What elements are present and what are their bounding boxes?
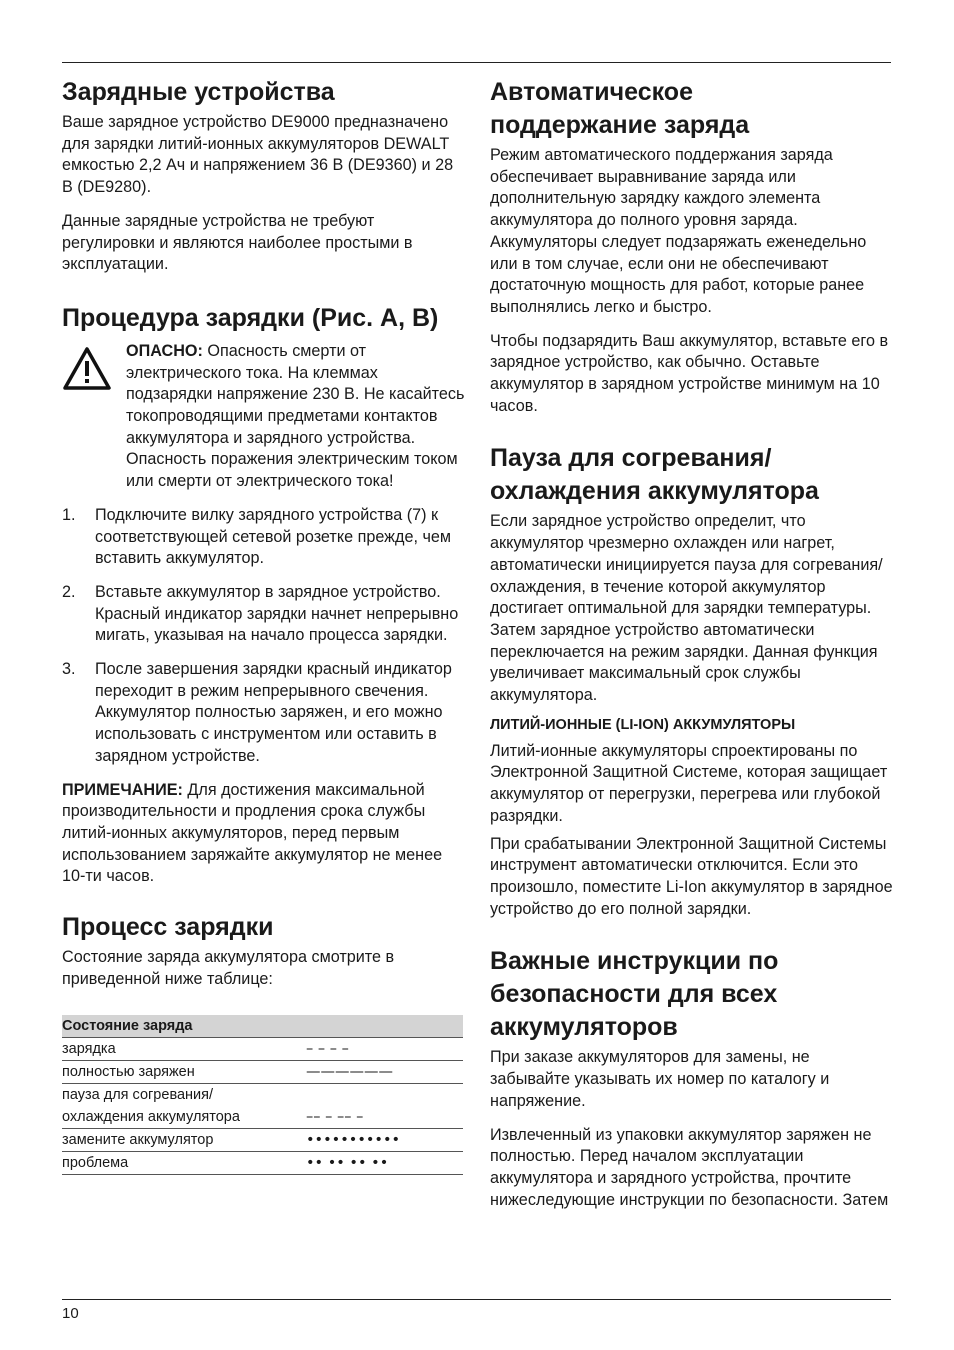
danger-description: Опасность смерти от электрического тока. На клеммах подзарядки напряжение 230 В. Не касайтесь токопроводящими предметами контактов аккумулятора и зарядного устройства. Опасность поражения электрическим током или смерти от электрического тока! (126, 341, 465, 491)
page-number: 10 (62, 1305, 79, 1322)
para-liion-2: При срабатывании Электронной Защитной Системы инструмент автоматически отключится. Если это произошло, поместите Li-Ion аккумулятор в зарядное устройство до его полной зарядки. (490, 834, 893, 918)
status-label: замените аккумулятор (62, 1128, 306, 1151)
para-maintenance-1: Режим автоматического поддержания заряда обеспечивает выравнивание заряда или дополнительную зарядку каждого элемента аккумулятора до полного уровня заряда. Аккумуляторы следует подзаряжать еженедельно или в том случае, если они не обеспечивают достаточную мощность для работ, которые ранее выполнялись легко и быстро. (490, 146, 867, 316)
table-header-row (62, 1015, 463, 1038)
para-liion-1: Литий-ионные аккумуляторы спроектированы по Электронной Защитной Системе, которая защищает аккумулятор от перегрузки, перегрева или глубокой разрядки. (490, 741, 888, 825)
heading-line: безопасности для всех (490, 980, 778, 1009)
left-column (62, 68, 467, 1175)
table-row (62, 1083, 463, 1106)
step-text: После завершения зарядки красный индикатор переходит в режим непрерывного свечения. Аккумулятор полностью заряжен, и его можно использовать с инструментом или оставить в зарядном устройстве. (95, 660, 452, 765)
status-pattern (306, 1083, 463, 1106)
step-number: 1. (62, 505, 76, 524)
note-paragraph (62, 780, 467, 889)
status-label: охлаждения аккумулятора (62, 1106, 306, 1129)
list-item (62, 582, 467, 647)
para-chargers-2: Данные зарядные устройства не требуют регулировки и являются наиболее простыми в эксплуатации. (62, 211, 413, 274)
para-process: Состояние заряда аккумулятора смотрите в приведенной ниже таблице: (62, 948, 395, 988)
heading-maintenance (490, 76, 894, 142)
step-number: 3. (62, 660, 76, 679)
para-maintenance-2: Чтобы подзарядить Ваш аккумулятор, вставьте его в зарядное устройство, как обычно. Оставьте аккумулятор в зарядном устройстве минимум на 10 часов. (490, 331, 889, 415)
list-item (62, 659, 467, 768)
heading-procedure: Процедура зарядки (Рис. A, B) (62, 303, 439, 332)
status-pattern: –– – –– – (306, 1106, 463, 1129)
heading-line: Важные инструкции по (490, 947, 779, 976)
list-item (62, 505, 467, 570)
right-column (490, 68, 894, 1211)
heading-line: аккумуляторов (490, 1013, 678, 1042)
table-header: Состояние заряда (62, 1015, 463, 1038)
heading-pause (490, 442, 894, 508)
step-text: Вставьте аккумулятор в зарядное устройство. Красный индикатор зарядки начнет непрерывно мигать, указывая на начало процесса зарядки. (95, 582, 459, 645)
status-label: проблема (62, 1151, 306, 1174)
status-pattern: —————— (306, 1060, 463, 1083)
note-text: Для достижения максимальной производительности и продления срока службы литий-ионных аккумуляторов, перед первым использованием заряжайте аккумулятор не менее 10-ти часов. (62, 780, 443, 886)
heading-chargers: Зарядные устройства (62, 78, 335, 106)
step-text: Подключите вилку зарядного устройства (7) к соответствующей сетевой розетке прежде, чем вставить аккумулятор. (95, 505, 452, 568)
step-number: 2. (62, 582, 76, 601)
note-label: ПРИМЕЧАНИЕ: (62, 780, 183, 799)
table-row (62, 1106, 463, 1129)
table-row (62, 1128, 463, 1151)
heading-safety (490, 945, 894, 1044)
status-pattern: – – – – (306, 1037, 463, 1060)
bottom-rule (62, 1299, 891, 1300)
para-chargers-1: Ваше зарядное устройство DE9000 предназначено для зарядки литий-ионных аккумуляторов DEWALT емкостью 2,2 Ач и напряжением 36 В (DE9360) и 28 В (DE9280). (62, 113, 454, 197)
heading-line: Автоматическое (490, 78, 693, 106)
status-pattern: ••••••••••• (306, 1128, 463, 1151)
heading-line: Пауза для согревания/ (490, 444, 772, 473)
status-label: полностью заряжен (62, 1060, 306, 1083)
danger-text (126, 341, 467, 493)
table-row (62, 1151, 463, 1174)
heading-line: охлаждения аккумулятора (490, 477, 819, 506)
charge-status-table (62, 1015, 463, 1175)
status-pattern: •• •• •• •• (306, 1151, 463, 1174)
para-pause: Если зарядное устройство определит, что аккумулятор чрезмерно охлажден или нагрет, автоматически инициируется пауза для согревания/охлаждения, в течение которой аккумулятор достигает оптимальной для зарядки температуры. Затем зарядное устройство автоматически переключается на режим зарядки. Данная функция увеличивает максимальный срок службы аккумулятора. (490, 512, 883, 705)
warning-triangle-icon (62, 341, 126, 493)
danger-label: ОПАСНО: (126, 341, 203, 360)
heading-process: Процесс зарядки (62, 913, 274, 942)
para-safety-1: При заказе аккумуляторов для замены, не забывайте указывать их номер по каталогу и напряжение. (490, 1048, 830, 1110)
charging-steps (62, 505, 467, 768)
para-safety-2: Извлеченный из упаковки аккумулятор заряжен не полностью. Перед началом эксплуатации аккумулятора и зарядного устройства, прочтите нижеследующие инструкции по безопасности. Затем (490, 1125, 889, 1209)
subheading-liion: ЛИТИЙ-ИОННЫЕ (LI-ION) АККУМУЛЯТОРЫ (490, 716, 796, 733)
heading-line: поддержание заряда (490, 111, 750, 139)
danger-block (62, 341, 467, 493)
table-row (62, 1060, 463, 1083)
status-label: пауза для согревания/ (62, 1086, 214, 1103)
status-label: зарядка (62, 1037, 306, 1060)
table-row (62, 1037, 463, 1060)
top-rule (62, 62, 891, 63)
